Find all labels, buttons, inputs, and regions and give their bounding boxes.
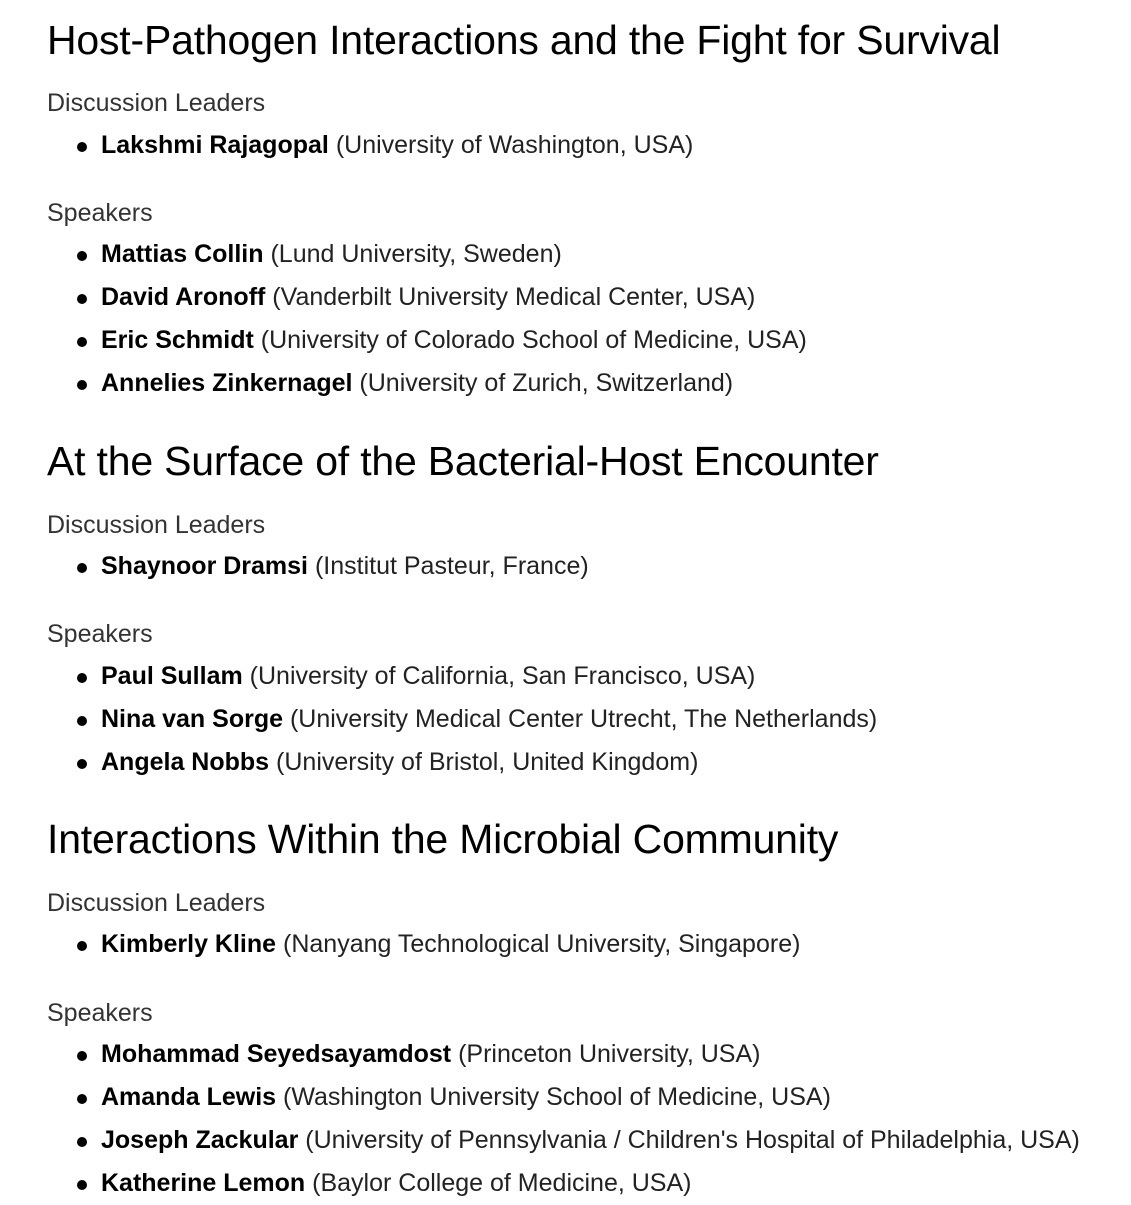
person-affiliation: (Institut Pasteur, France) (314, 552, 589, 580)
person-affiliation: (University Medical Center Utrecht, The Netherlands) (289, 705, 878, 733)
bullet-icon (77, 251, 87, 261)
person-affiliation: (University of Zurich, Switzerland) (359, 369, 734, 397)
person-affiliation: (University of Pennsylvania / Children's Hospital of Philadelphia, USA) (305, 1126, 1080, 1154)
person-affiliation: (Lund University, Sweden) (270, 240, 562, 268)
speakers-list (47, 655, 877, 784)
person-affiliation: (University of Bristol, United Kingdom) (276, 748, 699, 776)
section-title: Host-Pathogen Interactions and the Fight for Survival (47, 17, 1001, 63)
list-item (47, 233, 807, 276)
person-name: Shaynoor Dramsi (101, 552, 309, 580)
person-affiliation: (University of Washington, USA) (335, 131, 694, 159)
list-item (47, 655, 877, 698)
person-affiliation: (University of California, San Francisco, USA) (249, 662, 756, 690)
bullet-icon (77, 142, 87, 152)
discussion-leaders-list (47, 545, 589, 588)
bullet-icon (77, 1051, 87, 1061)
list-item (47, 1119, 1080, 1162)
list-item (47, 124, 693, 167)
person-affiliation: (Nanyang Technological University, Singapore) (283, 930, 801, 958)
bullet-icon (77, 941, 87, 951)
bullet-icon (77, 294, 87, 304)
bullet-icon (77, 337, 87, 347)
person-name: Paul Sullam (101, 662, 243, 690)
list-item (47, 923, 800, 966)
discussion-leaders-label: Discussion Leaders (47, 89, 266, 117)
bullet-icon (77, 1180, 87, 1190)
list-item (47, 741, 877, 784)
discussion-leaders-list (47, 923, 800, 966)
list-item (47, 362, 807, 405)
bullet-icon (77, 563, 87, 573)
section-title: Interactions Within the Microbial Community (47, 816, 839, 862)
list-item (47, 698, 877, 741)
section-title: At the Surface of the Bacterial-Host Encounter (47, 438, 879, 484)
person-name: Joseph Zackular (101, 1126, 299, 1154)
person-affiliation: (Washington University School of Medicine, USA) (283, 1083, 831, 1111)
discussion-leaders-label: Discussion Leaders (47, 889, 266, 917)
bullet-icon (77, 1094, 87, 1104)
person-name: Angela Nobbs (101, 748, 270, 776)
person-name: Katherine Lemon (101, 1169, 306, 1197)
list-item (47, 1076, 1080, 1119)
bullet-icon (77, 1137, 87, 1147)
speakers-list (47, 233, 807, 405)
person-name: Mattias Collin (101, 240, 264, 268)
person-name: Amanda Lewis (101, 1083, 277, 1111)
list-item (47, 545, 589, 588)
speakers-label: Speakers (47, 999, 153, 1027)
person-name: Eric Schmidt (101, 326, 254, 354)
person-affiliation: (Vanderbilt University Medical Center, USA) (272, 283, 756, 311)
person-name: David Aronoff (101, 283, 266, 311)
person-name: Nina van Sorge (101, 705, 283, 733)
list-item (47, 319, 807, 362)
person-affiliation: (University of Colorado School of Medicine, USA) (260, 326, 807, 354)
bullet-icon (77, 380, 87, 390)
person-affiliation: (Princeton University, USA) (458, 1040, 761, 1068)
list-item (47, 1033, 1080, 1076)
discussion-leaders-label: Discussion Leaders (47, 511, 266, 539)
list-item (47, 1162, 1080, 1205)
person-name: Kimberly Kline (101, 930, 277, 958)
person-name: Annelies Zinkernagel (101, 369, 353, 397)
bullet-icon (77, 759, 87, 769)
person-affiliation: (Baylor College of Medicine, USA) (312, 1169, 692, 1197)
speakers-label: Speakers (47, 199, 153, 227)
person-name: Lakshmi Rajagopal (101, 131, 329, 159)
person-name: Mohammad Seyedsayamdost (101, 1040, 452, 1068)
list-item (47, 276, 807, 319)
speakers-list (47, 1033, 1080, 1205)
bullet-icon (77, 716, 87, 726)
bullet-icon (77, 673, 87, 683)
discussion-leaders-list (47, 124, 693, 167)
speakers-label: Speakers (47, 620, 153, 648)
